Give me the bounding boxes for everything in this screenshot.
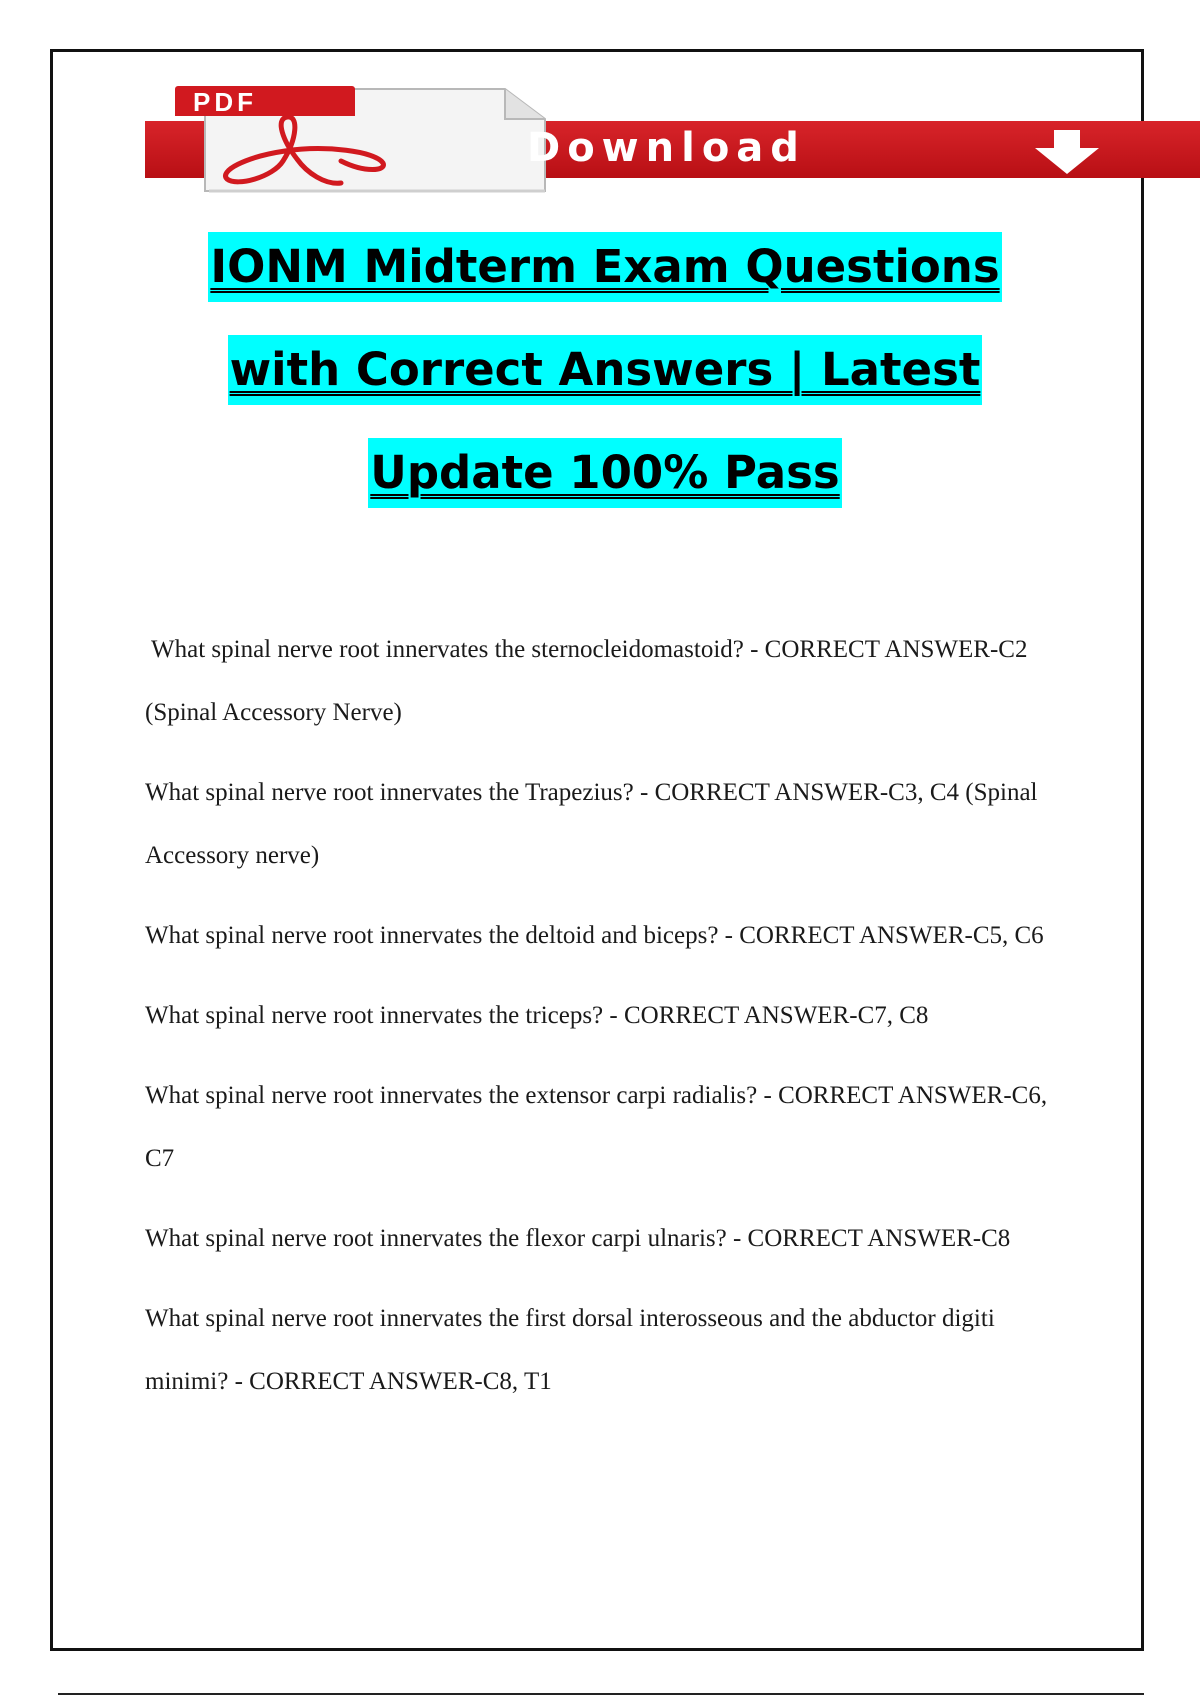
title-line xyxy=(60,438,1150,541)
download-label[interactable]: Download xyxy=(527,125,806,171)
title-line xyxy=(60,232,1150,335)
qa-list xyxy=(145,618,1075,1430)
qa-item: What spinal nerve root innervates the sternocleidomastoid? - CORRECT ANSWER-C2 (Spinal Accessory Nerve) xyxy=(145,636,1028,726)
title-line-1: IONM Midterm Exam Questions xyxy=(208,232,1001,302)
pdf-download-banner[interactable] xyxy=(145,78,1200,198)
qa-item: What spinal nerve root innervates the extensor carpi radialis? - CORRECT ANSWER-C6, C7 xyxy=(145,1082,1048,1172)
qa-item: What spinal nerve root innervates the flexor carpi ulnaris? - CORRECT ANSWER-C8 xyxy=(145,1225,1011,1252)
pdf-file-icon xyxy=(175,81,550,193)
title-line-3: Update 100% Pass xyxy=(368,438,841,508)
page-bottom-rule xyxy=(58,1693,1144,1695)
pdf-tab xyxy=(175,86,355,116)
title-line xyxy=(60,335,1150,438)
download-arrow-icon[interactable] xyxy=(1027,126,1107,176)
qa-item: What spinal nerve root innervates the deltoid and biceps? - CORRECT ANSWER-C5, C6 xyxy=(145,922,1044,949)
qa-item: What spinal nerve root innervates the first dorsal interosseous and the abductor digiti minimi? - CORRECT ANSWER-C8, T1 xyxy=(145,1305,995,1395)
pdf-label: PDF xyxy=(193,87,257,117)
qa-item: What spinal nerve root innervates the Trapezius? - CORRECT ANSWER-C3, C4 (Spinal Accessory nerve) xyxy=(145,779,1038,869)
document-title xyxy=(60,232,1150,541)
title-line-2: with Correct Answers | Latest xyxy=(228,335,983,405)
qa-item: What spinal nerve root innervates the triceps? - CORRECT ANSWER-C7, C8 xyxy=(145,1002,929,1029)
